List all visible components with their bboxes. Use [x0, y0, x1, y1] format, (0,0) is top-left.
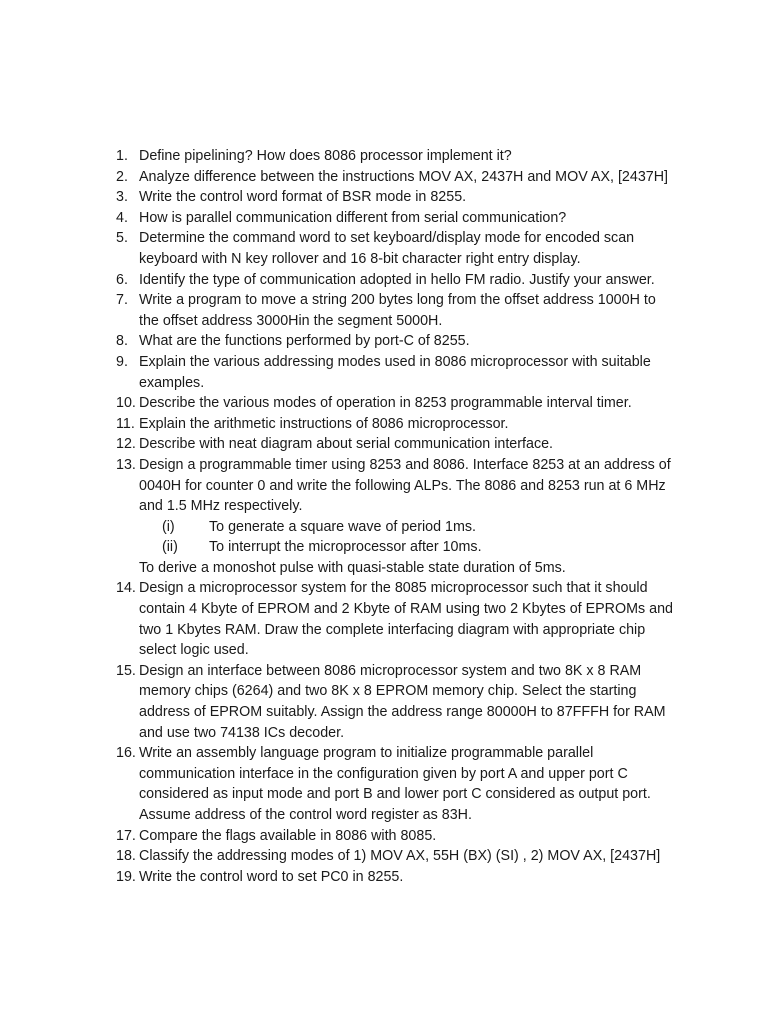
question-number: 8. — [116, 333, 128, 350]
question-text: Classify the addressing modes of 1) MOV AX, 55H (BX) (SI) , 2) MOV AX, [2437H] — [139, 848, 661, 865]
question-text: Design an interface between 8086 microprocessor system and two 8K x 8 RAM memory chips (6264) and two 8K x 8 EPROM memory chip. Select the starting address of EPROM suitably. Assign the address range 80000H to 87FFFH for RAM and use two 74138 ICs decoder. — [139, 662, 666, 741]
question-number: 15. — [116, 662, 136, 679]
question-number: 6. — [116, 271, 128, 288]
question-number: 17. — [116, 827, 136, 844]
sub-question-number: (i) — [162, 518, 175, 535]
question-item — [116, 578, 676, 660]
question-number: 4. — [116, 209, 128, 226]
question-text: Write an assembly language program to initialize programmable parallel communication interface in the configuration given by port A and upper port C considered as input mode and port B and lower port C considered as output port. Assume address of the control word register as 83H. — [139, 745, 651, 823]
sub-question-number: (ii) — [162, 539, 178, 556]
question-number: 13. — [116, 456, 136, 473]
question-extra-text: To derive a monoshot pulse with quasi-stable state duration of 5ms. — [139, 559, 566, 576]
question-text: Determine the command word to set keyboard/display mode for encoded scan keyboard with N key rollover and 16 8-bit character right entry display. — [139, 230, 635, 267]
question-text: What are the functions performed by port-C of 8255. — [139, 333, 470, 350]
question-item — [116, 331, 676, 352]
question-text: Describe with neat diagram about serial communication interface. — [139, 436, 554, 453]
question-number: 18. — [116, 848, 136, 865]
question-item — [116, 434, 676, 455]
question-text: Design a programmable timer using 8253 and 8086. Interface 8253 at an address of 0040H for counter 0 and write the following ALPs. The 8086 and 8253 run at 6 MHz and 1.5 MHz respectively. — [139, 456, 671, 515]
question-item — [116, 352, 676, 393]
question-item — [116, 270, 676, 291]
question-number: 9. — [116, 353, 128, 370]
question-item — [116, 208, 676, 229]
question-text: Explain the various addressing modes used in 8086 microprocessor with suitable examples. — [139, 353, 651, 391]
question-number: 1. — [116, 148, 128, 164]
question-item — [116, 455, 676, 579]
question-text: Write the control word to set PC0 in 8255. — [139, 868, 404, 885]
question-number: 12. — [116, 436, 136, 453]
question-number: 7. — [116, 292, 128, 309]
question-text: Design a microprocessor system for the 8085 microprocessor such that it should contain 4 Kbyte of EPROM and 2 Kbyte of RAM using two 2 Kbytes of EPROMs and two 1 Kbytes RAM. Draw the complete interfacing diagram with appropriate chip select logic used. — [139, 580, 674, 659]
question-number: 5. — [116, 230, 128, 247]
question-list — [116, 146, 676, 887]
sub-question-text: To generate a square wave of period 1ms. — [209, 518, 477, 535]
question-number: 3. — [116, 189, 128, 206]
question-text: Analyze difference between the instructions MOV AX, 2437H and MOV AX, [2437H] — [139, 168, 669, 185]
question-text: Write the control word format of BSR mode in 8255. — [139, 189, 467, 206]
question-text: Identify the type of communication adopted in hello FM radio. Justify your answer. — [139, 271, 655, 288]
question-item — [116, 867, 676, 888]
question-number: 14. — [116, 580, 136, 597]
question-item — [116, 661, 676, 743]
question-text: Compare the flags available in 8086 with 8085. — [139, 827, 437, 844]
sub-question-item — [139, 537, 676, 558]
question-text: Write a program to move a string 200 bytes long from the offset address 1000H to the offset address 3000Hin the segment 5000H. — [139, 292, 656, 329]
question-text: How is parallel communication different from serial communication? — [139, 209, 567, 226]
question-item — [116, 167, 676, 188]
question-item — [116, 414, 676, 435]
question-text: Describe the various modes of operation in 8253 programmable interval timer. — [139, 395, 632, 412]
question-item — [116, 228, 676, 269]
question-item — [116, 146, 676, 167]
question-item — [116, 393, 676, 414]
question-item — [116, 290, 676, 331]
question-item — [116, 846, 676, 867]
sub-question-item — [139, 517, 676, 538]
question-text: Define pipelining? How does 8086 processor implement it? — [139, 148, 512, 164]
question-number: 19. — [116, 868, 136, 885]
question-number: 11. — [116, 415, 135, 432]
question-item — [116, 743, 676, 825]
question-number: 16. — [116, 745, 136, 762]
question-text: Explain the arithmetic instructions of 8086 microprocessor. — [139, 415, 509, 432]
question-number: 2. — [116, 168, 128, 185]
sub-question-text: To interrupt the microprocessor after 10ms. — [209, 539, 482, 556]
sub-question-list — [139, 517, 676, 558]
question-item — [116, 826, 676, 847]
question-item — [116, 187, 676, 208]
question-number: 10. — [116, 395, 136, 412]
